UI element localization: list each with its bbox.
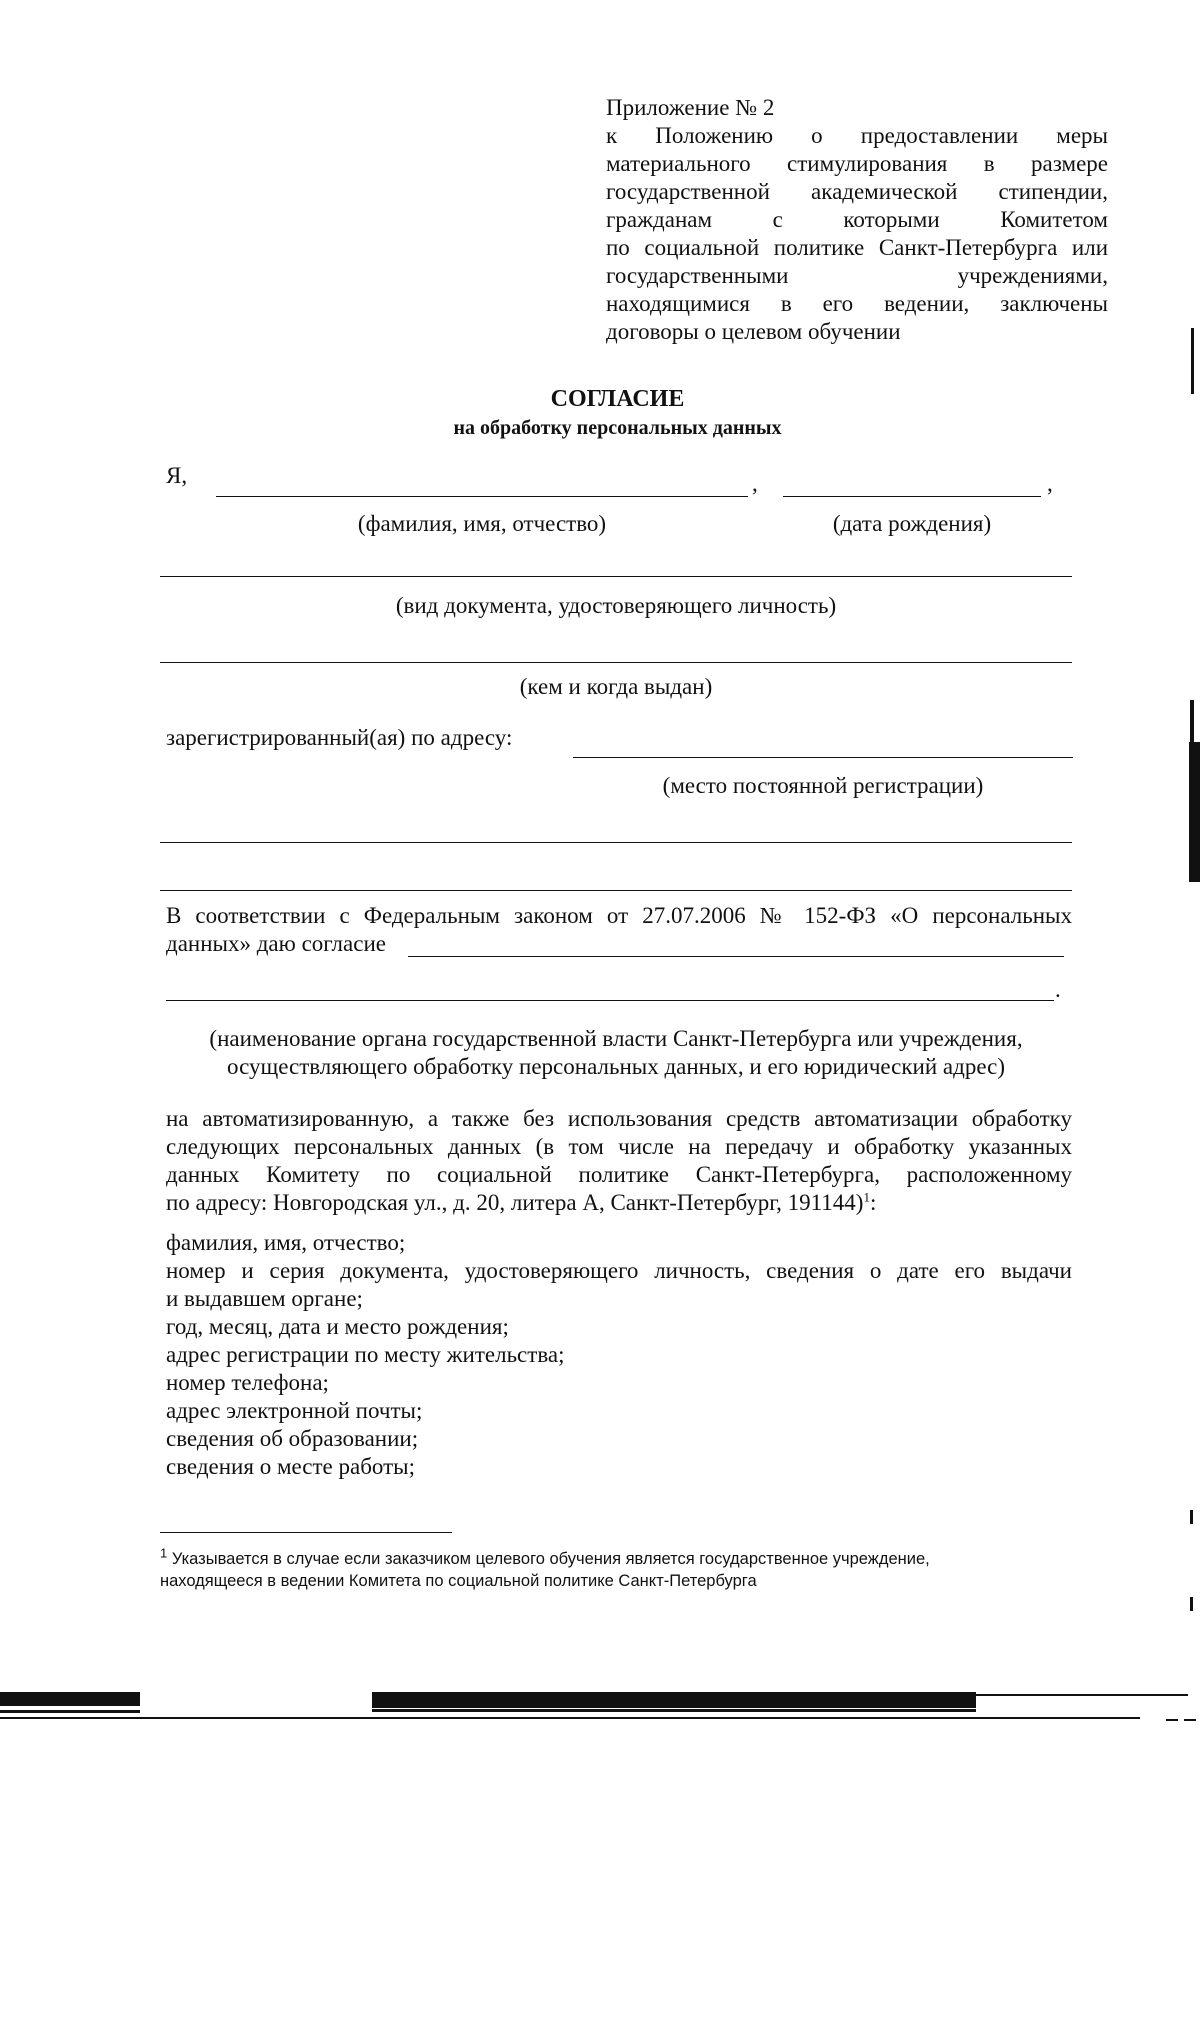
- scan-artifact: [1184, 1719, 1196, 1721]
- scan-artifact: [976, 1694, 1188, 1696]
- organization-caption: осуществляющего обработку персональных данных, и его юридический адрес): [227, 1054, 1005, 1079]
- organization-field-line[interactable]: [166, 1000, 1054, 1001]
- data-list: [166, 1229, 1072, 1481]
- processing-colon: :: [869, 1190, 877, 1215]
- organization-field-line[interactable]: [408, 956, 1064, 957]
- footnote: [160, 1545, 1100, 1592]
- consent-subtitle: на обработку персональных данных: [453, 417, 782, 439]
- appendix-line: государственными учреждениями,: [606, 263, 1108, 288]
- footnote-ref[interactable]: 1: [863, 1189, 870, 1205]
- appendix-block: [606, 94, 1108, 346]
- organization-caption: (наименование органа государственной власти Санкт-Петербурга или учреждения,: [209, 1026, 1023, 1051]
- list-item: адрес электронной почты;: [166, 1398, 423, 1423]
- processing-paragraph: [166, 1105, 1072, 1217]
- fio-caption: (фамилия, имя, отчество): [357, 511, 607, 536]
- list-item: год, месяц, дата и место рождения;: [166, 1314, 509, 1339]
- appendix-line: к Положению о предоставлении меры: [606, 123, 1108, 148]
- address-continuation-line[interactable]: [160, 842, 1072, 843]
- processing-line: следующих персональных данных (в том числе на передачу и обработку указанных: [166, 1134, 1072, 1159]
- appendix-title: Приложение № 2: [606, 95, 775, 120]
- document-caption: (вид документа, удостоверяющего личность): [395, 593, 837, 618]
- list-item: сведения о месте работы;: [166, 1454, 416, 1479]
- registration-caption: (место постоянной регистрации): [662, 773, 984, 798]
- processing-line: [166, 1189, 1072, 1217]
- scan-artifact: [1190, 700, 1194, 742]
- appendix-line: находящимися в его ведении, заключены: [606, 291, 1108, 316]
- comma: ,: [752, 471, 758, 496]
- address-field-line[interactable]: [573, 757, 1073, 758]
- processing-line: на автоматизированную, а также без использования средств автоматизации обработку: [166, 1106, 1072, 1131]
- fio-field-line[interactable]: [216, 496, 748, 497]
- processing-line: данных Комитету по социальной политике Санкт-Петербурга, расположенному: [166, 1162, 1072, 1187]
- footnote-line: $^1$ Указывается в случае если заказчиком целевого обучения является государственное учреждение,: [160, 1545, 930, 1568]
- consent-text-line: В соответствии с Федеральным законом от 27.07.2006 № 152-ФЗ «О персональных: [166, 903, 1072, 928]
- ya-label: Я,: [166, 463, 188, 488]
- issued-caption: (кем и когда выдан): [519, 674, 713, 699]
- list-item: адрес регистрации по месту жительства;: [166, 1342, 565, 1367]
- footnote-line: находящееся в ведении Комитета по социальной политике Санкт-Петербурга: [160, 1572, 757, 1590]
- scan-artifact: [1166, 1719, 1178, 1721]
- issued-field-line[interactable]: [160, 662, 1072, 663]
- processing-last-line: по адресу: Новгородская ул., д. 20, литера А, Санкт-Петербург, 191144): [166, 1190, 864, 1215]
- appendix-line: материального стимулирования в размере: [606, 151, 1108, 176]
- scan-artifact: [372, 1709, 976, 1712]
- footnote-mark: 1: [160, 1545, 168, 1561]
- scan-artifact: [1189, 742, 1200, 882]
- list-item: и выдавшем органе;: [166, 1286, 363, 1311]
- scan-artifact: [0, 1710, 140, 1713]
- appendix-line: по социальной политике Санкт-Петербурга или: [606, 235, 1108, 260]
- consent-text-line: данных» даю согласие: [166, 931, 386, 956]
- appendix-line: договоры о целевом обучении: [606, 319, 901, 344]
- document-field-line[interactable]: [160, 576, 1072, 577]
- appendix-line: гражданам с которыми Комитетом: [606, 207, 1108, 232]
- scan-artifact: [372, 1692, 976, 1708]
- scan-artifact: [1191, 328, 1194, 394]
- registered-label: зарегистрированный(ая) по адресу:: [166, 725, 513, 750]
- list-item: номер и серия документа, удостоверяющего личность, сведения о дате его выдачи: [166, 1258, 1072, 1283]
- scan-artifact: [1190, 1510, 1193, 1524]
- list-item: сведения об образовании;: [166, 1426, 419, 1451]
- footnote-separator: [160, 1532, 452, 1533]
- list-item: номер телефона;: [166, 1370, 329, 1395]
- scan-artifact: [0, 1692, 140, 1706]
- dob-caption: (дата рождения): [832, 511, 992, 536]
- consent-title: СОГЛАСИЕ: [550, 386, 685, 412]
- end-dot: .: [1055, 977, 1061, 1002]
- address-continuation-line[interactable]: [160, 890, 1072, 891]
- comma: ,: [1047, 471, 1053, 496]
- scan-artifact: [1190, 1597, 1193, 1611]
- dob-field-line[interactable]: [783, 496, 1041, 497]
- appendix-line: государственной академической стипендии,: [606, 179, 1108, 204]
- list-item: фамилия, имя, отчество;: [166, 1230, 406, 1255]
- scan-artifact: [0, 1717, 1140, 1719]
